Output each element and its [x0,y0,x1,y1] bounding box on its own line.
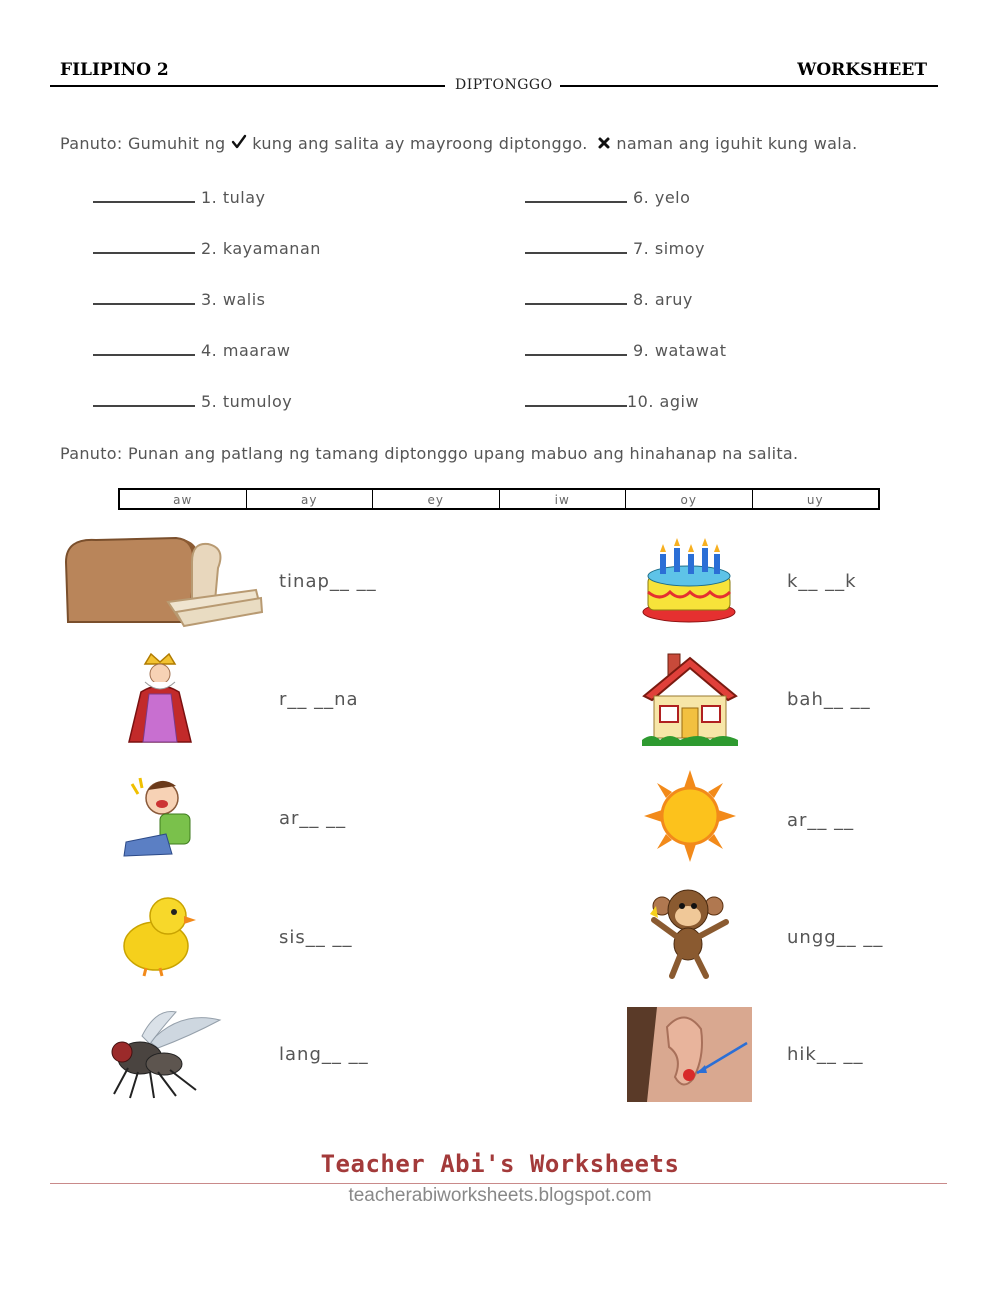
instruction-part1 [60,134,857,153]
answer-blank[interactable] [525,238,627,254]
footer-url[interactable]: teacherabiworksheets.blogspot.com [348,1185,652,1206]
instruction-part1-b: kung ang salita ay mayroong diptonggo. [252,134,588,153]
instruction-part1-a: Panuto: Gumuhit ng [60,134,226,153]
footer-rule [50,1183,947,1184]
topic-title: DIPTONGGO [455,77,553,93]
word-bank-cell: oy [626,490,753,508]
item-label: 1. tulay [201,188,266,207]
answer-blank[interactable] [525,187,627,203]
item-label: 6. yelo [633,188,691,207]
list-item [93,340,291,360]
word-bank [118,488,880,510]
answer-blank[interactable] [93,187,195,203]
instruction-part1-c: naman ang iguhit kung wala. [616,134,858,153]
list-item [525,238,705,258]
list-item [525,187,690,207]
list-item [93,289,265,309]
subject-title: FILIPINO 2 [60,60,169,80]
item-label: 4. maaraw [201,341,291,360]
word-bank-cell: ay [247,490,374,508]
item-label: 7. simoy [633,239,705,258]
house-icon [640,650,740,746]
crying-boy-icon [116,772,202,860]
item-label: 9. watawat [633,341,727,360]
instruction-part2: Panuto: Punan ang patlang ng tamang diptonggo upang mabuo ang hinahanap na salita. [60,444,799,463]
answer-blank[interactable] [93,391,195,407]
list-item [93,391,292,411]
list-item [525,391,699,411]
word-bank-cell: iw [500,490,627,508]
word-bank-cell: ey [373,490,500,508]
fill-in-word[interactable]: hik__ __ [787,1044,864,1065]
birthday-cake-icon [640,532,738,626]
item-label: 8. aruy [633,290,693,309]
list-item [93,187,265,207]
fill-in-word[interactable]: ar__ __ [787,810,855,831]
check-icon [231,134,247,150]
fill-in-word[interactable]: ungg__ __ [787,927,884,948]
fill-in-word[interactable]: lang__ __ [279,1044,369,1065]
answer-blank[interactable] [93,340,195,356]
fill-in-word[interactable]: ar__ __ [279,808,347,829]
fill-in-word[interactable]: bah__ __ [787,689,871,710]
answer-blank[interactable] [93,289,195,305]
fill-in-word[interactable]: r__ __na [279,689,359,710]
monkey-icon [640,884,738,980]
fill-in-word[interactable]: sis__ __ [279,927,353,948]
fill-in-word[interactable]: tinap__ __ [279,571,377,592]
fill-in-word[interactable]: k__ __k [787,571,857,592]
item-label: 3. walis [201,290,266,309]
item-label: 5. tumuloy [201,392,293,411]
list-item [93,238,321,258]
list-item [525,340,726,360]
list-item [525,289,693,309]
answer-blank[interactable] [93,238,195,254]
header-rule-right [560,85,938,87]
item-label: 10. agiw [627,392,700,411]
header-rule-left [50,85,445,87]
item-label: 2. kayamanan [201,239,321,258]
answer-blank[interactable] [525,289,627,305]
answer-blank[interactable] [525,340,627,356]
footer-brand: Teacher Abi's Worksheets [320,1150,680,1178]
earring-icon [627,1007,752,1102]
fly-icon [100,1006,222,1102]
bread-icon [56,532,266,628]
answer-blank[interactable] [525,391,627,407]
word-bank-cell: aw [120,490,247,508]
sun-icon [644,770,736,862]
queen-icon [125,652,195,746]
x-icon [597,136,611,150]
chick-icon [116,890,198,978]
word-bank-cell: uy [806,493,824,507]
worksheet-label: WORKSHEET [797,60,927,80]
